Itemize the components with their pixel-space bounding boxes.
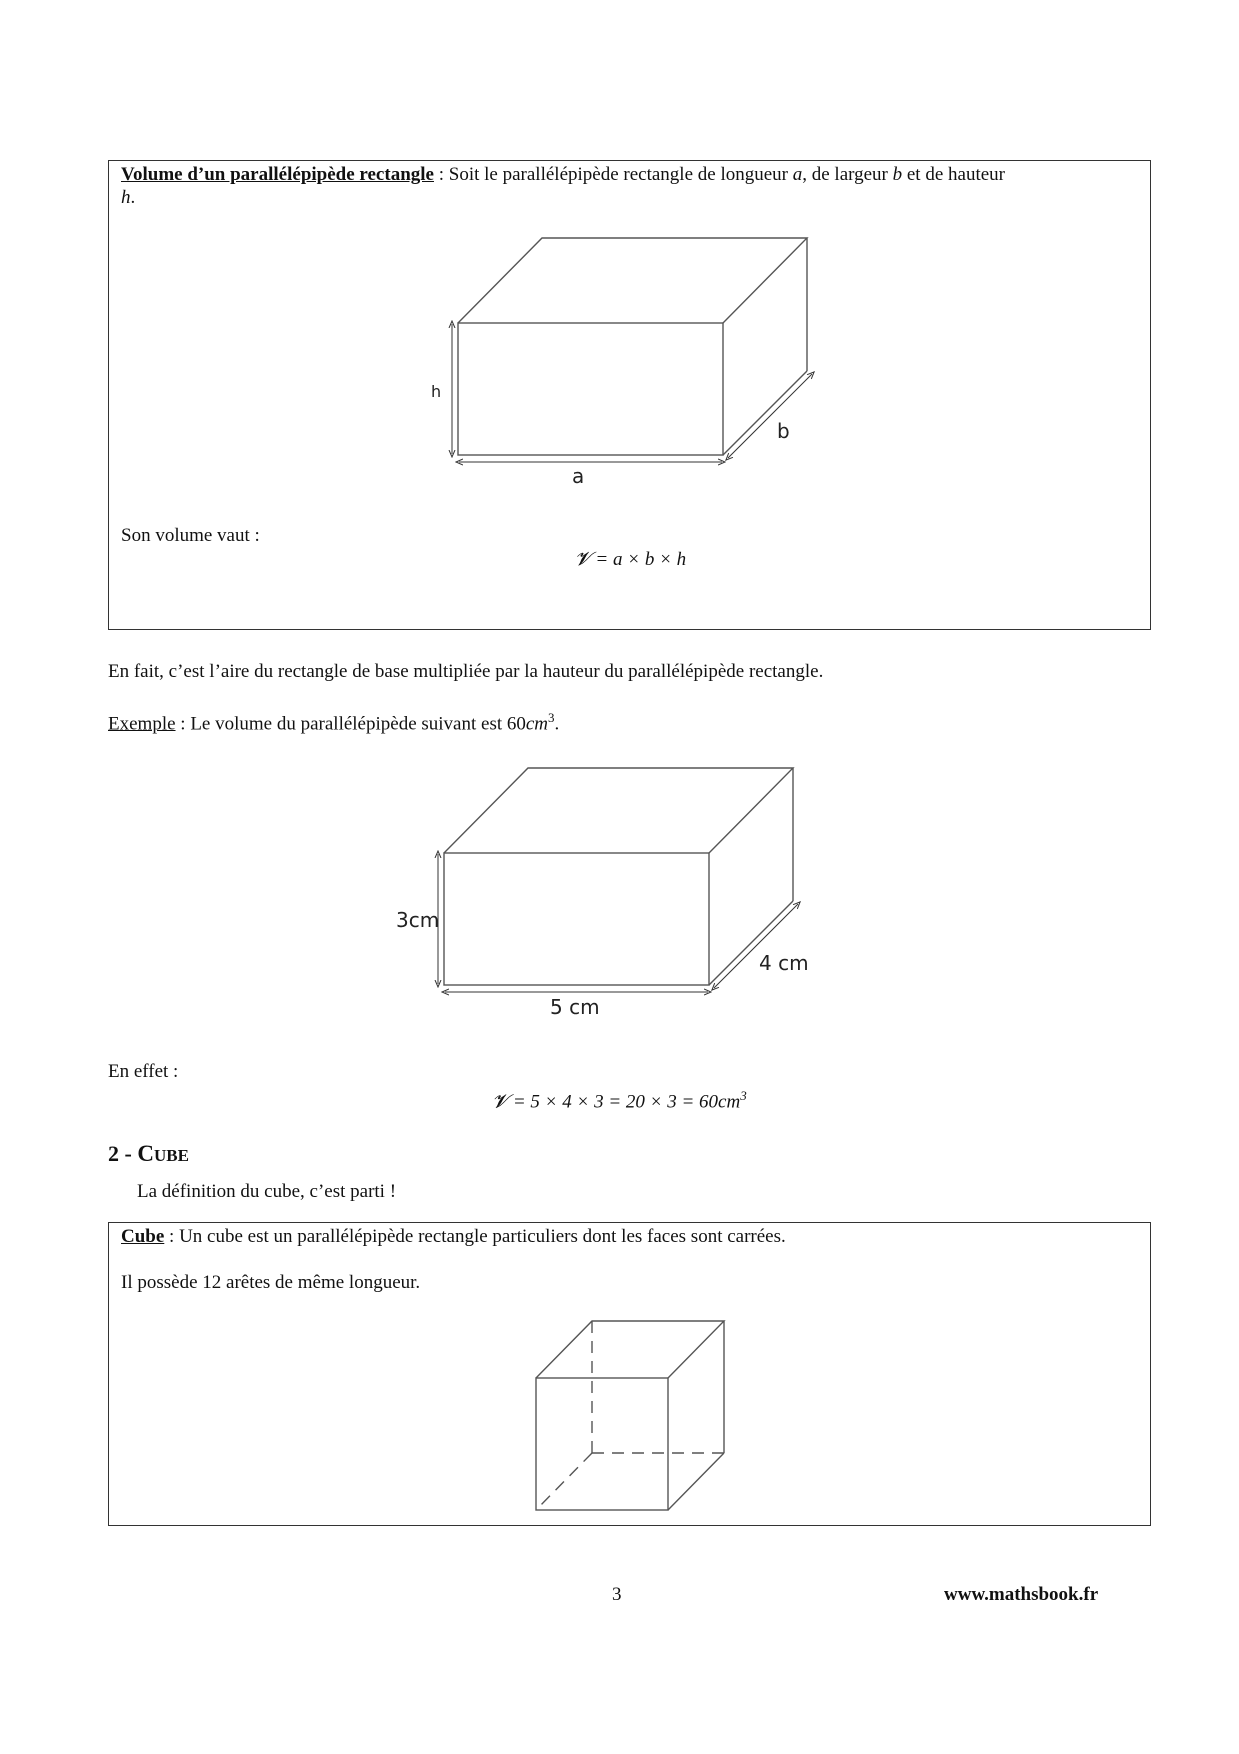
variable-h: h	[121, 187, 131, 208]
volume-intro: Son volume vaut :	[121, 525, 260, 546]
cube-hidden-depth-edge	[536, 1453, 592, 1510]
cube-edges-line: Il possède 12 arêtes de même longueur.	[121, 1272, 421, 1293]
cube-figure	[109, 1223, 1152, 1527]
depth-arrow	[728, 374, 812, 458]
depth-arrow	[714, 904, 798, 988]
front-face	[444, 853, 709, 985]
label-b: b	[777, 419, 790, 443]
example-line: Exemple : Le volume du parallélépipède suivant est $60cm^3$.	[108, 710, 560, 735]
definition-term: Volume d’un parallélépipède rectangle	[121, 164, 434, 185]
definition-line-1: Volume d’un parallélépipède rectangle : Soit le parallélépipède rectangle de longueur a, de largeur b et de hauteur	[121, 164, 1005, 185]
label-length: 5 cm	[550, 995, 600, 1019]
section-number: 2 -	[108, 1141, 132, 1166]
label-height: 3cm	[396, 908, 440, 932]
explanation-text: En fait, c’est l’aire du rectangle de base multipliée par la hauteur du parallélépipède rectangle.	[108, 661, 824, 682]
label-h: h	[431, 382, 442, 401]
cube-bottom-right-edge	[668, 1453, 724, 1510]
section-intro: La définition du cube, c’est parti !	[137, 1181, 397, 1202]
definition-box-volume	[108, 160, 1151, 630]
variable-a: a	[792, 164, 803, 185]
top-face	[444, 768, 793, 853]
front-face	[458, 323, 723, 455]
cube-term: Cube	[121, 1226, 165, 1247]
label-a: a	[572, 464, 585, 488]
variable-b: b	[892, 164, 903, 185]
cube-definition-line: Cube : Un cube est un parallélépipède rectangle particuliers dont les faces sont carrées.	[121, 1226, 786, 1247]
definition-box-cube	[108, 1222, 1151, 1526]
label-depth: 4 cm	[759, 951, 809, 975]
page-number: 3	[612, 1584, 622, 1605]
proof-intro: En effet :	[108, 1061, 179, 1082]
example-label: Exemple	[108, 713, 176, 735]
website-footer: www.mathsbook.fr	[944, 1584, 1099, 1605]
volume-formula: 𝓥 = a × b × h	[574, 549, 687, 570]
bottom-right-edge	[723, 371, 807, 455]
box-figure-example	[380, 760, 840, 1020]
cube-top-face	[536, 1321, 724, 1378]
section-title: 2 - CUBE	[108, 1141, 189, 1166]
top-face	[458, 238, 807, 323]
proof-formula: 𝓥 = $5 \times 4 \times 3 = 20 \times 3 = 60cm^3$	[492, 1088, 747, 1113]
definition-line-2: h.	[121, 187, 136, 208]
